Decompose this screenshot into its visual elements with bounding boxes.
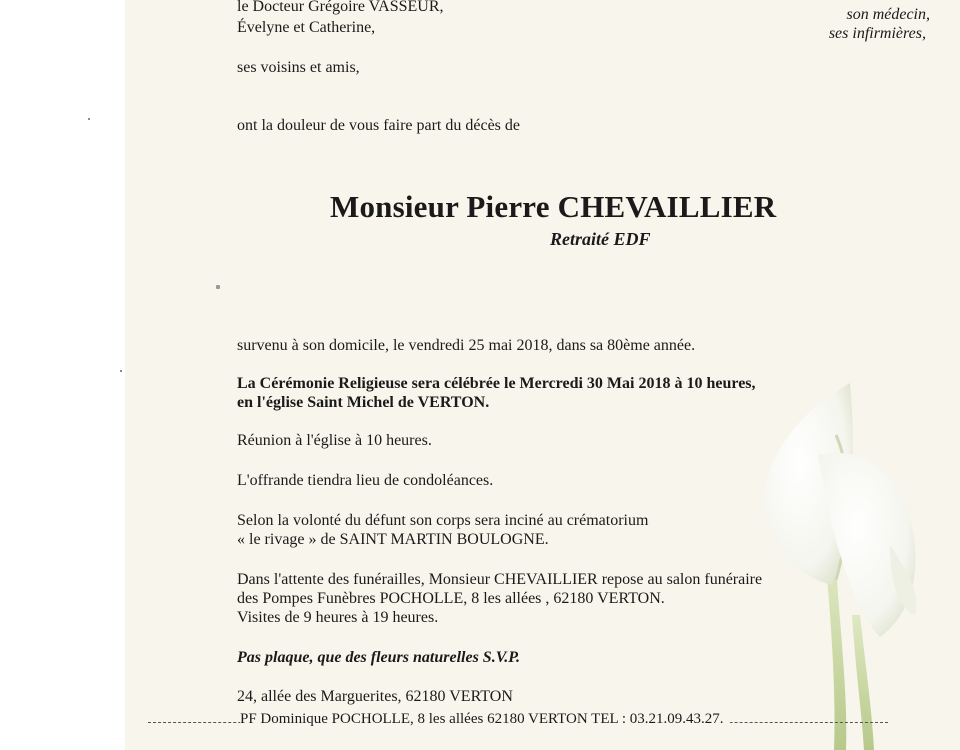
neighbors-line: ses voisins et amis, — [237, 59, 360, 76]
announcement-line: ont la douleur de vous faire part du décès de — [237, 117, 521, 134]
calla-lily-icon — [740, 375, 940, 750]
cremation-line-1: Selon la volonté du défunt son corps sera inciné au crématorium — [237, 512, 649, 529]
nurses-line: ses infirmières, — [828, 25, 926, 42]
death-line: survenu à son domicile, le vendredi 25 mai 2018, dans sa 80ème année. — [237, 337, 696, 354]
doctor-line: son médecin, — [846, 6, 930, 23]
cremation-line-2: « le rivage » de SAINT MARTIN BOULOGNE. — [237, 531, 549, 548]
family-line-evelyne-catherine: Évelyne et Catherine, — [237, 19, 376, 36]
flowers-note: Pas plaque, que des fleurs naturelles S.V.P. — [237, 649, 521, 666]
deceased-name: Monsieur Pierre CHEVAILLIER — [330, 189, 777, 224]
ceremony-line-1: La Cérémonie Religieuse sera célébrée le Mercredi 30 Mai 2018 à 10 heures, — [237, 375, 756, 392]
family-address: 24, allée des Marguerites, 62180 VERTON — [237, 688, 513, 705]
scan-speck — [120, 370, 122, 372]
scan-speck — [216, 285, 220, 289]
rest-line-1: Dans l'attente des funérailles, Monsieur CHEVAILLIER repose au salon funéraire — [237, 571, 763, 588]
meeting-line: Réunion à l'église à 10 heures. — [237, 432, 432, 449]
offering-line: L'offrande tiendra lieu de condoléances. — [237, 472, 494, 489]
rest-line-3: Visites de 9 heures à 19 heures. — [237, 609, 439, 626]
rest-line-2: des Pompes Funèbres POCHOLLE, 8 les allées , 62180 VERTON. — [237, 590, 665, 607]
family-line-vasseur: le Docteur Grégoire VASSEUR, — [237, 0, 444, 15]
deceased-title: Retraité EDF — [550, 229, 651, 249]
scan-speck — [88, 118, 90, 120]
ceremony-line-2: en l'église Saint Michel de VERTON. — [237, 394, 490, 411]
funeral-home-footer: PF Dominique POCHOLLE, 8 les allées 62180 VERTON TEL : 03.21.09.43.27. — [240, 711, 730, 728]
